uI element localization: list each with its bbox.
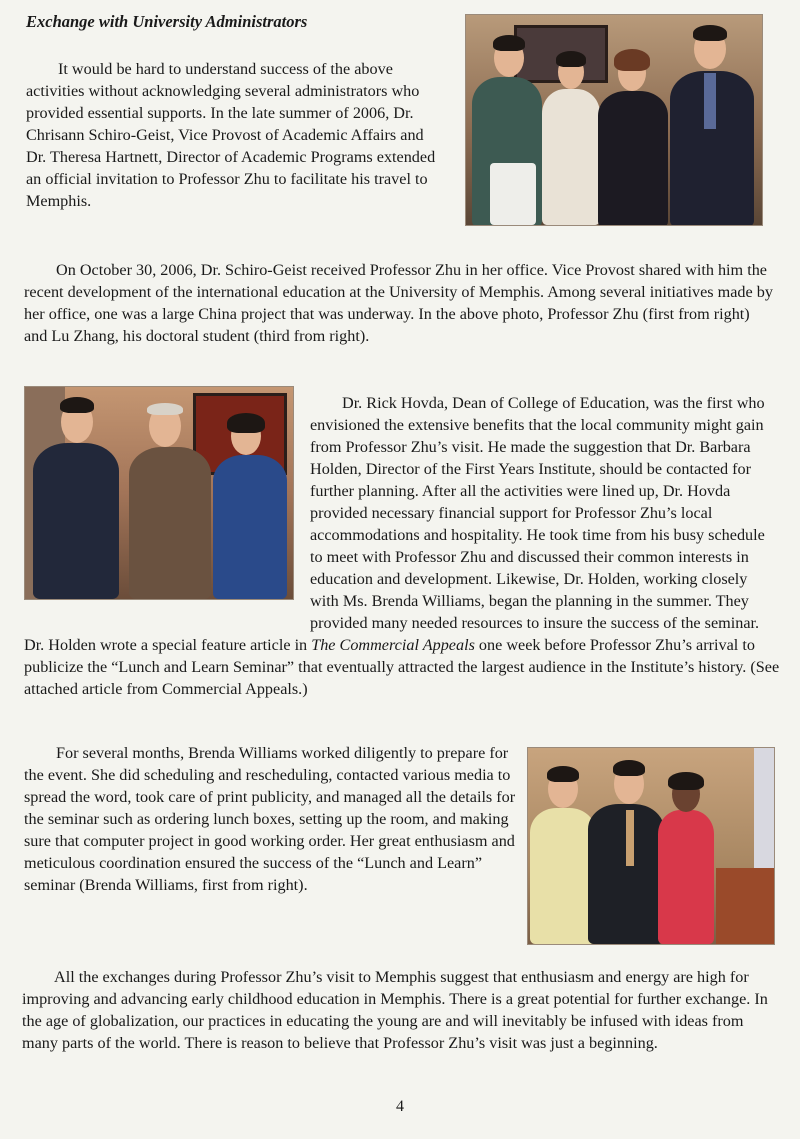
paragraph-brenda-williams-text: For several months, Brenda Williams worked diligently to prepare for the event. She did scheduling and rescheduling, contacted various media to spread the word, took care of print publicity, and managed all the details for the seminar such as ordering lunch boxes, setting up the room, and making sure that computer project in good working order. Her great enthusiasm and meticulous coordination ensured the success of the “Lunch and Learn” seminar (Brenda Williams, first from right). — [24, 744, 516, 894]
paragraph-intro — [26, 58, 446, 212]
paragraph-dean-hovda — [24, 392, 780, 700]
paragraph-vice-provost — [24, 259, 776, 347]
paragraph-brenda-williams — [24, 742, 520, 896]
paragraph-intro-text: It would be hard to understand success of the above activities without acknowledging several administrators who provided essential supports. In the late summer of 2006, Dr. Chrisann Schiro-Geist, Vice Provost of Academic Affairs and Dr. Theresa Hartnett, Director of Academic Programs extended an official invitation to Professor Zhu to facilitate his travel to Memphis. — [26, 60, 436, 210]
paragraph-dean-hovda-text-a: Dr. Rick Hovda, Dean of College of Education, was the first who envisioned the extensive benefits that the local community might gain from Professor Zhu’s visit. He made the suggestion that Dr. Barbara Holden, Director of the First Years Institute, should be contacted for further planning. After all the activities were lined up, Dr. Hovda provided necessary financial support for Professor Zhu’s local accommodations and hospitality. He took time from his busy schedule to meet with Professor Zhu and discussed their common interests in education and development. Likewise, Dr. Holden, working closely with Ms. Brenda Williams, began the planning in the summer. They provided many needed resources to insure the success of the seminar. Dr. Holden wrote a special feature article in — [24, 394, 765, 654]
page-number: 4 — [396, 1098, 404, 1115]
paragraph-conclusion-text: All the exchanges during Professor Zhu’s visit to Memphis suggest that enthusiasm and energy are high for improving and advancing early childhood education in Memphis. There is a great potential for further exchange. In the age of globalization, our practices in educating the young are and will inevitably be infused with ideas from many parts of the world. There is reason to believe that Professor Zhu’s visit was just a beginning. — [22, 968, 768, 1052]
paragraph-vice-provost-text: On October 30, 2006, Dr. Schiro-Geist received Professor Zhu in her office. Vice Provost shared with him the recent development of the international education at the University of Memphis. Among several initiatives made by her office, one was a large China project that was underway. In the above photo, Professor Zhu (first from right) and Lu Zhang, his doctoral student (third from right). — [24, 261, 773, 345]
paragraph-conclusion — [22, 966, 782, 1054]
paragraph-dean-hovda-text-b: one week before Professor Zhu’s arrival to publicize the “Lunch and Learn Seminar” that eventually attracted the largest audience in the Institute’s history. (See attached article from Commercial Appeals.) — [24, 636, 780, 698]
newspaper-title: The Commercial Appeals — [311, 636, 475, 654]
section-heading: Exchange with University Administrators — [26, 12, 308, 31]
photo-administrators-group — [465, 14, 763, 226]
photo-seminar-group — [527, 747, 775, 945]
